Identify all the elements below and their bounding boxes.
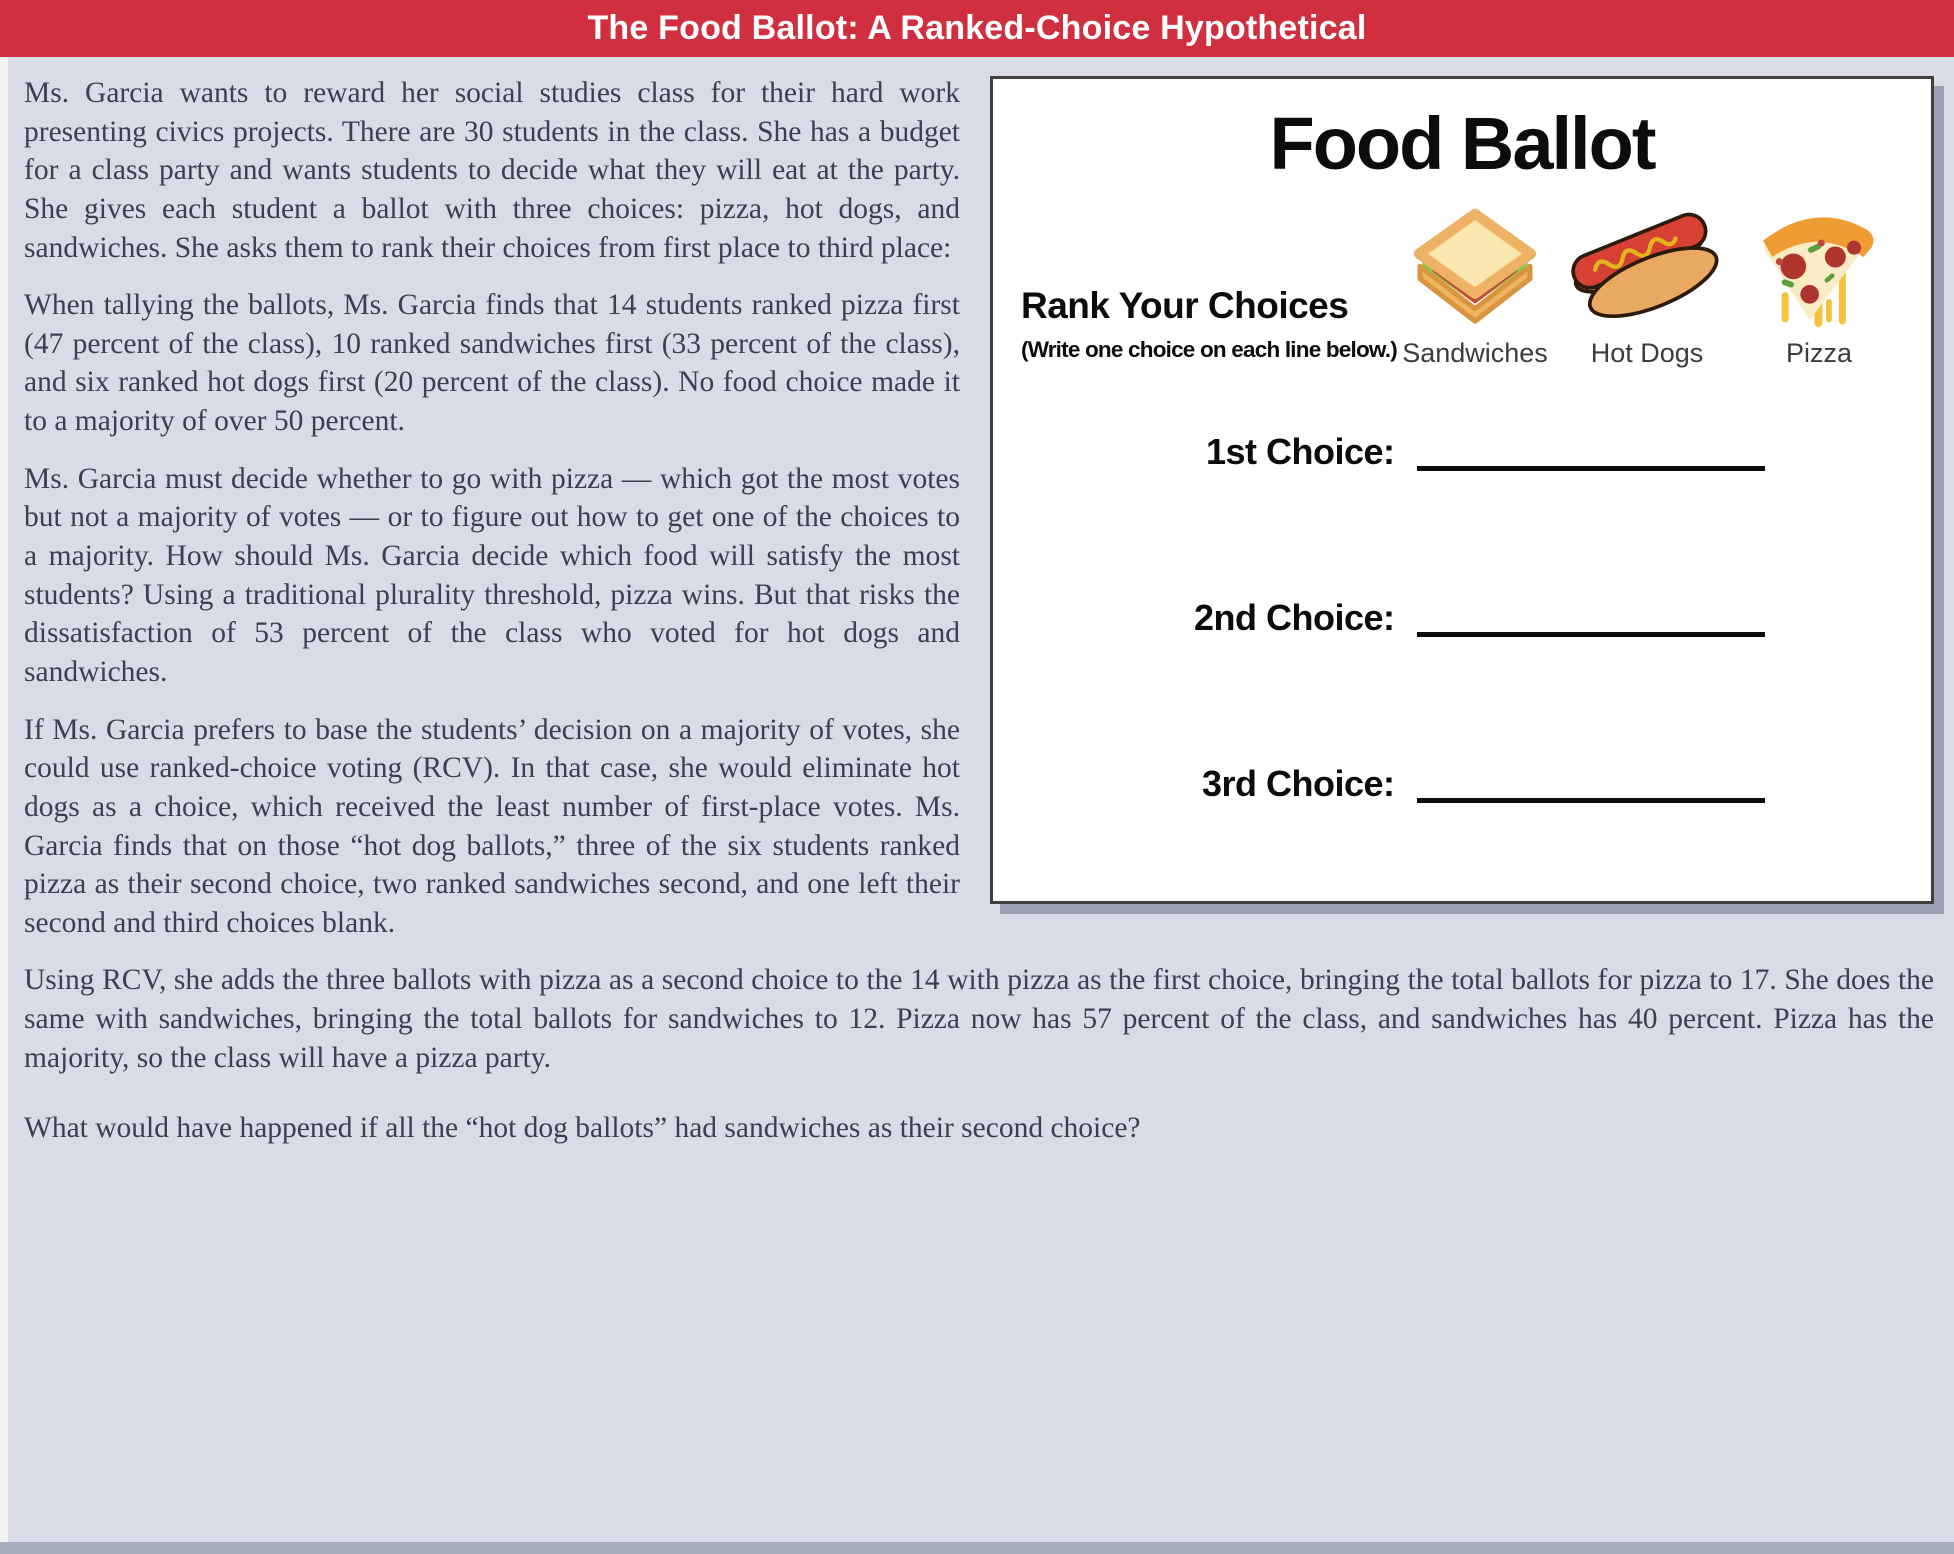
choice-1-line: [1417, 437, 1765, 471]
choice-1-label: 1st Choice:: [1205, 431, 1395, 472]
paragraph-rcv: If Ms. Garcia prefers to base the students’ decision on a majority of votes, she could use ranked-choice voting (RCV). In that case, she would eliminate hot dogs as a choice, which received the least number of first-place votes. Ms. Garcia finds that on those “hot dog ballots,” three of the six students ranked pizza as their second choice, two ranked sandwiches second, and one left their second and third choices blank.: [24, 713, 960, 939]
paragraph-plurality: Ms. Garcia must decide whether to go with pizza — which got the most votes but not a majority of votes — or to figure out how to get one of the choices to a majority. How should Ms. Garcia decide which food will satisfy the most students? Using a traditional plurality threshold, pizza wins. But that risks the dissatisfaction of 53 percent of the class who voted for hot dogs and sandwiches.: [24, 462, 960, 688]
page-title: The Food Ballot: A Ranked-Choice Hypothetical: [587, 9, 1367, 47]
pizza-icon: [1749, 194, 1889, 334]
food-ballot-card: [990, 76, 1934, 904]
page-left-edge: [0, 57, 8, 1542]
choice-row-3: [1021, 763, 1903, 805]
choice-2-label: 2nd Choice:: [1193, 597, 1395, 638]
header-bar: [0, 0, 1954, 57]
food-options: [1373, 194, 1905, 369]
paragraph-result: Using RCV, she adds the three ballots with pizza as a second choice to the 14 with pizza as the first choice, bringing the total ballots for pizza to 17. She does the same with sandwiches, bringing the total ballots for sandwiches to 12. Pizza now has 57 percent of the class, and sandwiches has 40 percent. Pizza has the majority, so the class will have a pizza party.: [24, 964, 1934, 1074]
choice-row-1: [1021, 431, 1903, 473]
rank-subheading: (Write one choice on each line below.): [1021, 337, 1397, 362]
hotdog-icon: [1567, 206, 1727, 334]
paragraph-intro: Ms. Garcia wants to reward her social studies class for their hard work presenting civics projects. There are 30 students in the class. She has a budget for a class party and wants students to decide what they will eat at the party. She gives each student a ballot with three choices: pizza, hot dogs, and sandwiches. She asks them to rank their choices from first place to third place:: [24, 77, 960, 264]
paragraph-question: What would have happened if all the “hot dog ballots” had sandwiches as their second choice?: [24, 1112, 1141, 1145]
choice-3-label: 3rd Choice:: [1201, 763, 1395, 804]
article-body: [8, 57, 1954, 1542]
food-option-hot-dogs: [1561, 206, 1733, 369]
rank-instructions: [1021, 285, 1397, 369]
food-label: Hot Dogs: [1590, 338, 1704, 368]
food-option-sandwiches: [1389, 206, 1561, 369]
choice-2-line: [1417, 603, 1765, 637]
choice-list: [1021, 431, 1903, 805]
sandwich-icon: [1400, 206, 1550, 334]
footer-strip: [0, 1542, 1954, 1554]
food-label: Sandwiches: [1402, 338, 1548, 368]
rank-heading: Rank Your Choices: [1021, 285, 1349, 326]
rank-row: [1021, 194, 1903, 369]
ballot-title: Food Ballot: [1269, 102, 1655, 185]
choice-3-line: [1417, 769, 1765, 803]
food-option-pizza: [1733, 194, 1905, 369]
food-label: Pizza: [1785, 338, 1853, 368]
choice-row-2: [1021, 597, 1903, 639]
paragraph-tally: When tallying the ballots, Ms. Garcia finds that 14 students ranked pizza first (47 percent of the class), 10 ranked sandwiches first (33 percent of the class), and six ranked hot dogs first (20 percent of the class). No food choice made it to a majority of over 50 percent.: [24, 289, 960, 438]
